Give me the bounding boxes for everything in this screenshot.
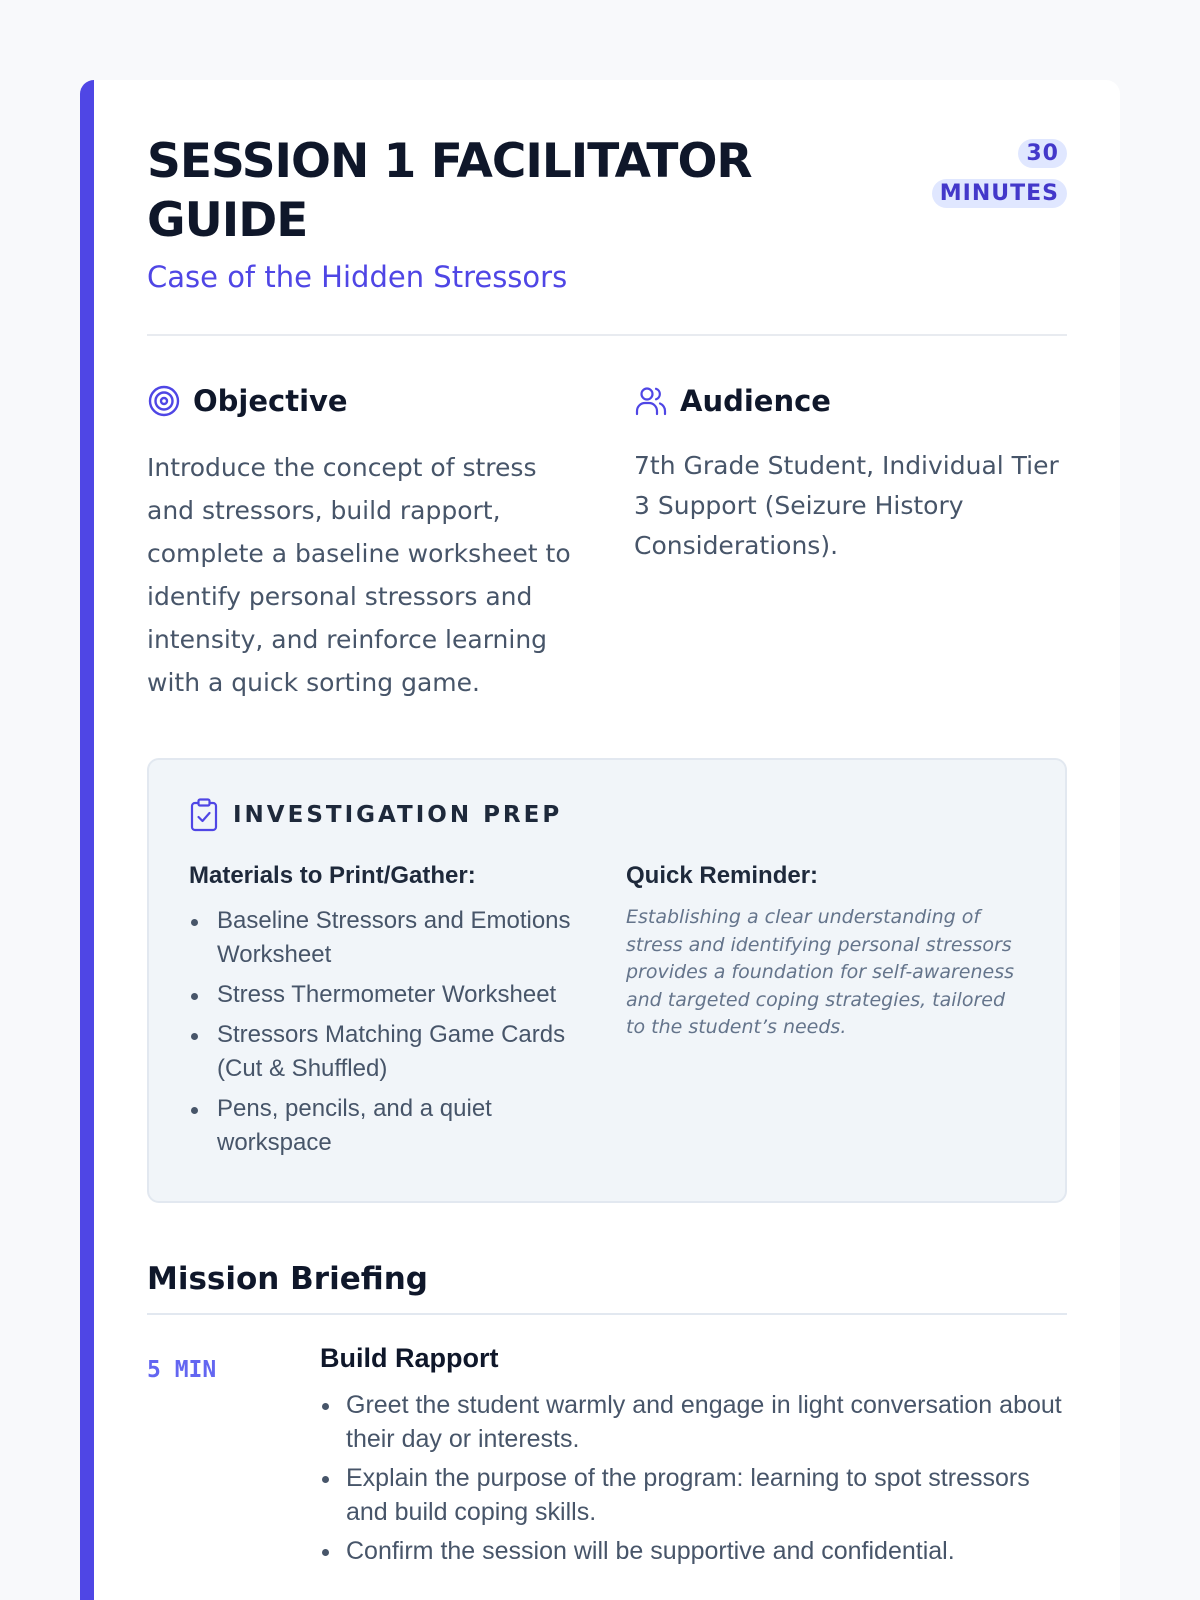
step-bullets [320,1388,1067,1568]
card-content [147,132,1067,1573]
clipboard-check-icon [189,798,219,832]
audience-header [634,378,1067,424]
materials-item: Stress Thermometer Worksheet [189,978,588,1012]
list-item: Greet the student warmly and engage in light conversation about their day or interests. [320,1388,1067,1456]
card-accent-bar [80,80,94,1600]
materials-item: Baseline Stressors and Emotions Worksheet [189,904,588,972]
materials-item: Pens, pencils, and a quiet workspace [189,1092,588,1160]
list-item: Confirm the session will be supportive and confidential. [320,1534,1067,1568]
objective-text: Introduce the concept of stress and stressors, build rapport, complete a baseline worksheet to identify personal stressors and intensity, and reinforce learning with a quick sorting game. [147,453,571,697]
objective-header [147,378,579,424]
guide-header [147,132,1067,336]
objective-section [147,378,579,704]
reminder-section [626,862,1025,1166]
objective-heading: Objective [193,384,348,418]
duration-badge [925,134,1067,214]
step-title: Build Rapport [320,1343,499,1373]
audience-heading: Audience [680,384,831,418]
prep-heading: INVESTIGATION PREP [233,802,563,828]
facilitator-guide-card [80,80,1120,1600]
page-subtitle: Case of the Hidden Stressors [147,260,568,294]
page-title: SESSION 1 FACILITATOR GUIDE [147,134,752,248]
materials-section [189,862,588,1166]
materials-list [189,904,588,1160]
materials-heading: Materials to Print/Gather: [189,862,476,889]
prep-header [189,798,1025,832]
target-icon [147,384,181,418]
reminder-heading: Quick Reminder: [626,862,819,889]
timeline-step [147,1343,1067,1573]
prep-columns [189,862,1025,1166]
duration-badge-label: 30 MINUTES [932,139,1067,208]
mission-briefing-heading: Mission Briefing [147,1261,1067,1315]
audience-text: 7th Grade Student, Individual Tier 3 Support (Seizure History Considerations). [634,451,1059,560]
overview-columns [147,378,1067,704]
materials-item: Stressors Matching Game Cards (Cut & Shuffled) [189,1018,588,1086]
list-item: Explain the purpose of the program: learning to spot stressors and build coping skills. [320,1461,1067,1529]
reminder-text: Establishing a clear understanding of stress and identifying personal stressors provides a foundation for self-awareness and targeted coping strategies, tailored to the student’s needs. [626,906,1015,1038]
audience-section [634,378,1067,704]
step-body [320,1343,1067,1573]
investigation-prep-panel [147,758,1067,1203]
step-duration: 5 MIN [147,1357,217,1383]
users-icon [634,384,668,418]
